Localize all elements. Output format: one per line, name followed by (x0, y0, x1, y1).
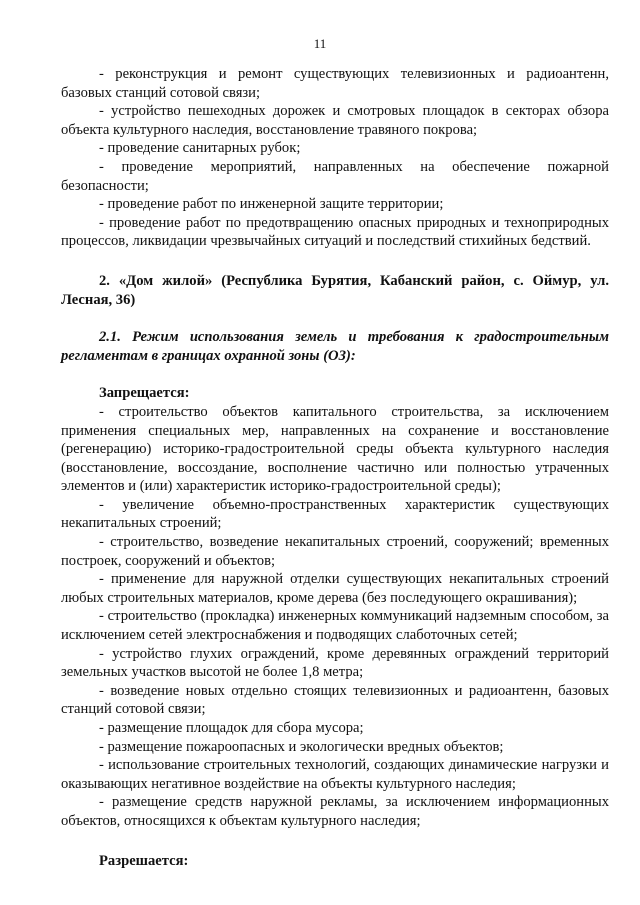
prohibited-item: - использование строительных технологий, создающих динамические нагрузки и оказывающих негативное воздействие на объекты культурного наследия; (61, 757, 609, 792)
prohibited-item: - размещение средств наружной рекламы, за исключением информационных объектов, относящихся к объектам культурного наследия; (61, 794, 609, 829)
intro-item: - реконструкция и ремонт существующих телевизионных и радиоантенн, базовых станций сотовой связи; (61, 66, 609, 101)
prohibited-item: - строительство объектов капитального строительства, за исключением применения специальных мер, направленных на сохранение и восстановление (регенерацию) историко-градостроительной среды объекта культурного наследия (восстановление, воссоздание, восполнение частично или полностью утраченных элементов и (или) характеристик историко-градостроительной среды); (61, 403, 609, 495)
prohibited-item: - размещение площадок для сбора мусора; (99, 720, 364, 736)
allowed-label: Разрешается: (99, 852, 189, 869)
prohibited-item: - строительство, возведение некапитальных строений, сооружений; временных построек, сооружений и объектов; (61, 534, 609, 569)
intro-item: - проведение работ по инженерной защите территории; (99, 196, 444, 213)
prohibited-label: Запрещается: (99, 385, 190, 402)
spacer (61, 831, 609, 852)
section-heading: 2. «Дом жилой» (Республика Бурятия, Кабанский район, с. Оймур, ул. Лесная, 36) (61, 272, 609, 308)
intro-item: - проведение санитарных рубок; (99, 140, 301, 157)
prohibited-item: - размещение пожароопасных и экологически вредных объектов; (99, 738, 504, 755)
subsection-heading: 2.1. Режим использования земель и требования к градостроительным регламентам в границах охранной зоны (ОЗ): (61, 329, 609, 364)
prohibited-item: - устройство глухих ограждений, кроме деревянных ограждений территорий земельных участков высотой не более 1,8 метра; (61, 645, 609, 681)
spacer (61, 251, 609, 272)
prohibited-item: - увеличение объемно-пространственных характеристик существующих некапитальных строений; (61, 496, 609, 532)
prohibited-item: - возведение новых отдельно стоящих телевизионных и радиоантенн, базовых станций сотовой связи; (61, 682, 609, 718)
document-body (61, 65, 609, 870)
spacer (61, 365, 609, 384)
intro-item: - устройство пешеходных дорожек и смотровых площадок в секторах обзора объекта культурного наследия, восстановление травяного покрова; (61, 103, 609, 138)
prohibited-item: - применение для наружной отделки существующих некапитальных строений любых строительных материалов, кроме дерева (без последующего окрашивания); (61, 571, 609, 606)
intro-item: - проведение мероприятий, направленных на обеспечение пожарной безопасности; (61, 158, 609, 194)
prohibited-item: - строительство (прокладка) инженерных коммуникаций надземным способом, за исключением сетей электроснабжения и подводящих слаботочных сетей; (61, 608, 609, 644)
spacer (61, 309, 609, 328)
intro-item: - проведение работ по предотвращению опасных природных и технoприродных процессов, ликвидации чрезвычайных ситуаций и последствий стихийных бедствий. (61, 214, 609, 250)
page-number: 11 (313, 36, 327, 51)
